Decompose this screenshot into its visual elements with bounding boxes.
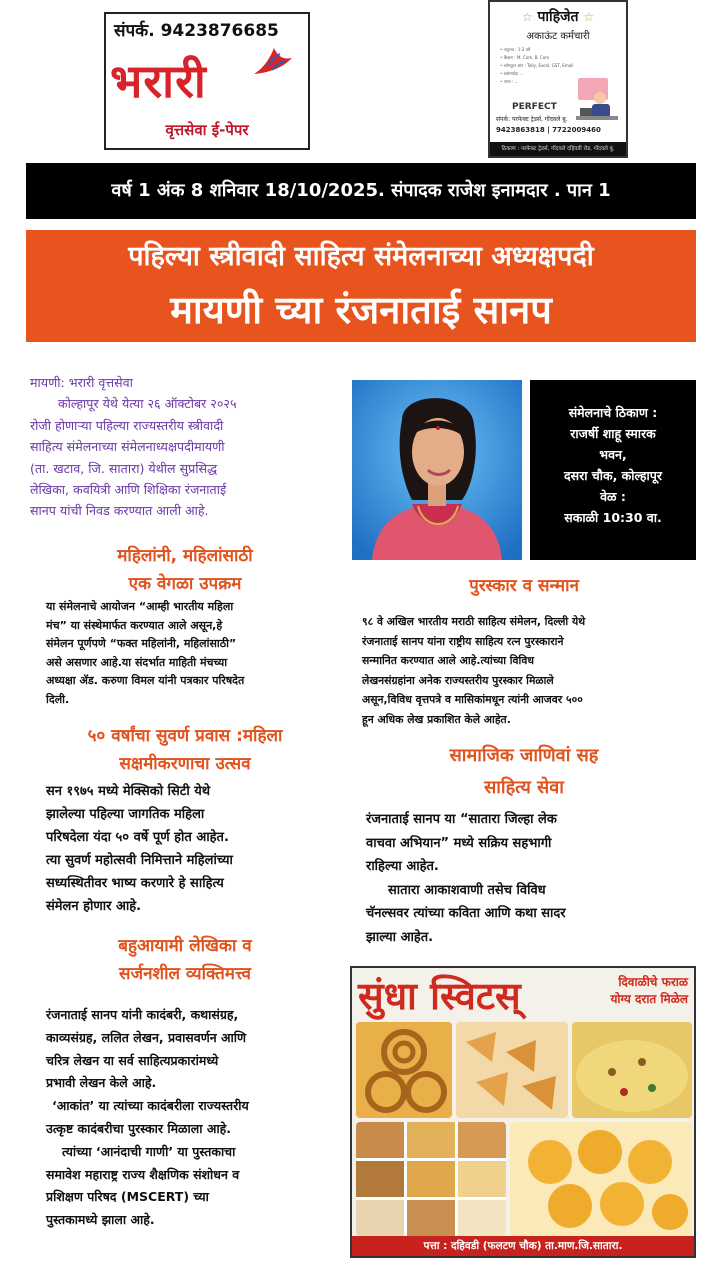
intro-line: कोल्हापूर येथे येत्या २६ ऑक्टोबर २०२५	[58, 396, 237, 412]
body-line: सन १९७५ मध्ये मेक्सिको सिटी येथे	[46, 784, 211, 799]
portrait-photo	[352, 380, 522, 560]
shankarpali-icon	[456, 1022, 568, 1118]
body-line: त्या सुवर्ण महोत्सवी निमित्ताने महिलांच्या	[46, 853, 233, 868]
main-headline	[26, 230, 696, 342]
job-ad-line: • वयोमर्यादा ...	[500, 71, 524, 76]
job-ad-line: • कॉम्प्युटर ज्ञान : Tally, Excel, GST, Email	[500, 63, 574, 68]
sweets-tagline	[610, 974, 688, 1008]
chakli-icon	[356, 1022, 452, 1118]
headline-line-2: मायणी च्या रंजनाताई सानप	[170, 288, 552, 332]
body-line: प्रभावी लेखन केले आहे.	[46, 1075, 157, 1091]
section-heading	[30, 932, 340, 988]
office-worker-illustration	[574, 72, 620, 128]
job-ad-brand: PERFECT	[512, 102, 557, 112]
section2-heading-line1: ५० वर्षांचा सुवर्ण प्रवास :महिला	[87, 726, 283, 746]
venue-line: भवन,	[599, 447, 627, 462]
time-label: वेळ :	[600, 489, 626, 504]
body-line: रंजनाताई सानप यांनी कादंबरी, कथासंग्रह,	[46, 1007, 239, 1022]
masthead-contact: संपर्क. 9423876685	[114, 21, 279, 41]
section-heading	[352, 740, 696, 804]
body-line: प्रशिक्षण परिषद (MSCERT) च्या	[46, 1189, 209, 1205]
body-line: झाल्या आहेत.	[366, 929, 434, 945]
body-line: हून अधिक लेख प्रकाशित केले आहेत.	[362, 712, 511, 726]
job-ad-line: • अनुभव : 1-2 वर्षे	[500, 47, 531, 52]
section5-body	[366, 808, 686, 949]
time-value: सकाळी 10:30 वा.	[564, 510, 662, 525]
body-line: झालेल्या पहिल्या जागतिक महिला	[46, 807, 205, 822]
job-ad-footer: ठिकाण : परफेक्ट ट्रेडर्स, गोंदवले दहिवडी रोड, गोंदवले बु.	[490, 142, 626, 156]
body-line: ‘आकांत’ या त्यांच्या कादंबरीला राज्यस्तरीय	[52, 1098, 249, 1114]
job-ad-line: • शिक्षण : M. Com, B. Com	[500, 55, 550, 60]
job-ad-phones: 9423863818 | 7722009460	[496, 126, 601, 134]
body-line: असे असणार आहे.या संदर्भात माहिती मंचच्या	[46, 655, 228, 669]
job-ad-contact: संपर्क: परफेक्ट ट्रेडर्स, गोंदवले बु.	[496, 116, 568, 123]
body-line: लेखनसंग्रहांना अनेक राज्यस्तरीय पुरस्कार मिळाले	[362, 673, 554, 687]
section1-body	[46, 598, 340, 709]
sweets-tagline-1: दिवाळीचे फराळ	[618, 975, 688, 989]
body-line: मंच” या संस्थेमार्फत करण्यात आले असून,हे	[46, 618, 223, 632]
chakli-image	[356, 1022, 452, 1118]
job-ad-line: • पगार : ...	[500, 79, 519, 84]
body-line: ९८ वे अखिल भारतीय मराठी साहित्य संमेलन, दिल्ली येथे	[362, 615, 586, 628]
star-icon: ☆	[521, 10, 533, 24]
job-ad-title-text: पाहिजेत	[537, 9, 579, 25]
body-line: काव्यसंग्रह, ललित लेखन, प्रवासवर्णन आणि	[46, 1029, 247, 1045]
venue-label: संमेलनाचे ठिकाण :	[568, 405, 658, 420]
section-heading	[30, 542, 340, 598]
section2-body	[46, 780, 340, 918]
portrait-illustration	[352, 380, 522, 560]
section1-heading-line1: महिलांनी, महिलांसाठी	[117, 546, 253, 566]
chivda-icon	[572, 1022, 692, 1118]
section5-heading-line1: सामाजिक जाणिवां सह	[449, 745, 599, 766]
body-line: सन्मानित करण्यात आले आहे.त्यांच्या विविध	[362, 654, 534, 667]
masthead-subtitle: वृत्तसेवा ई-पेपर	[165, 121, 249, 139]
body-line: सातारा आकाशवाणी तसेच विविध	[388, 882, 546, 898]
body-line: रंजनाताई सानप या “सातारा जिल्हा लेक	[366, 812, 557, 827]
sweets-tagline-2: योग्य दरात मिळेल	[610, 992, 688, 1006]
section4-heading: पुरस्कार व सन्मान	[469, 576, 579, 596]
dateline: मायणी: भरारी वृत्तसेवा	[30, 375, 133, 390]
body-line: सध्यस्थितीवर भाष्य करणारे हे साहित्य	[46, 876, 224, 891]
job-ad-details	[500, 46, 580, 86]
intro-line: साहित्य संमेलनाच्या संमेलनाध्यक्षपदीमायणी	[30, 439, 225, 455]
intro-line: लेखिका, कवयित्री आणि शिक्षिका रंजनाताई	[30, 482, 227, 498]
body-line: चरित्र लेखन या सर्व साहित्यप्रकारांमध्ये	[46, 1052, 219, 1068]
chivda-image	[572, 1022, 692, 1118]
body-line: राहिल्या आहेत.	[366, 859, 439, 874]
bird-icon	[252, 44, 294, 78]
body-line: पुस्तकामध्ये झाला आहे.	[46, 1212, 155, 1228]
section3-heading-line1: बहुआयामी लेखिका व	[118, 936, 252, 956]
body-line: त्यांच्या ‘आनंदाची गाणी’ या पुस्तकाचा	[62, 1143, 236, 1159]
body-line: असून,विविध वृत्तपत्रे व मासिकांमधून त्यांनी आजवर ५००	[362, 693, 583, 706]
intro-line: (ता. खटाव, जि. सातारा) येथील सुप्रसिद्ध	[30, 460, 218, 476]
intro-paragraph	[30, 372, 340, 522]
job-ad-title	[490, 7, 626, 26]
body-line: परिषदेला यंदा ५० वर्षे पूर्ण होत आहेत.	[46, 830, 229, 845]
body-line: अध्यक्षा ॲड. करुणा विमल यांनी पत्रकार परिषदेत	[46, 674, 245, 687]
section-heading	[352, 572, 696, 600]
laddu-image	[510, 1122, 692, 1236]
venue-line: दसरा चौक, कोल्हापूर	[564, 468, 662, 483]
issue-info-bar: वर्ष 1 अंक 8 शनिवार 18/10/2025. संपादक राजेश इनामदार . पान 1	[26, 163, 696, 219]
section2-heading-line2: सक्षमीकरणाचा उत्सव	[119, 754, 251, 774]
star-icon: ☆	[583, 10, 595, 24]
shankarpali-image	[456, 1022, 568, 1118]
body-line: संमेलन पूर्णपणे “फक्त महिलांनी, महिलांसाठी”	[46, 637, 237, 650]
section-heading	[30, 722, 340, 778]
sweets-shop-name: सुंधा स्विटस्	[358, 974, 521, 1018]
body-line: चॅनल्सवर त्यांच्या कविता आणि कथा सादर	[366, 906, 566, 921]
masthead-logo	[104, 12, 310, 150]
headline-line-1: पहिल्या स्त्रीवादी साहित्य संमेलनाच्या अध्यक्षपदी	[128, 241, 594, 272]
body-line: वाचवा अभियान” मध्ये सक्रिय सहभागी	[366, 835, 552, 851]
snack-grid-image	[356, 1122, 506, 1236]
body-line: रंजनाताई सानप यांना राष्ट्रीय साहित्य रत्न पुरस्काराने	[362, 634, 564, 648]
job-advertisement	[488, 0, 628, 158]
body-line: समावेश महाराष्ट्र राज्य शैक्षणिक संशोधन व	[46, 1166, 240, 1182]
sweets-address: पत्ता : दहिवडी (फलटण चौक) ता.माण.जि.सातारा.	[352, 1236, 694, 1256]
section5-heading-line2: साहित्य सेवा	[484, 777, 564, 798]
snack-grid-icon	[356, 1122, 506, 1236]
section1-heading-line2: एक वेगळा उपक्रम	[128, 574, 242, 594]
intro-line: रोजी होणाऱ्या पहिल्या राज्यस्तरीय स्त्रीवादी	[30, 417, 224, 433]
body-line: संमेलन होणार आहे.	[46, 899, 142, 914]
body-line: या संमेलनाचे आयोजन “आम्ही भारतीय महिला	[46, 600, 234, 613]
job-ad-subtitle: अकाऊंट कर्मचारी	[526, 31, 590, 42]
body-line: उत्कृष्ट कादंबरीचा पुरस्कार मिळाला आहे.	[46, 1120, 232, 1136]
laddu-icon	[510, 1122, 692, 1236]
section3-body	[46, 1004, 340, 1232]
sweets-advertisement	[350, 966, 696, 1258]
section4-body	[362, 612, 696, 729]
body-line: दिली.	[46, 692, 70, 706]
venue-box	[530, 380, 696, 560]
venue-line: राजर्षी शाहू स्मारक	[570, 426, 656, 441]
intro-line: सानप यांची निवड करण्यात आली आहे.	[30, 503, 209, 519]
section3-heading-line2: सर्जनशील व्यक्तिमत्त्व	[118, 964, 251, 984]
masthead-title: भरारी	[110, 54, 207, 108]
